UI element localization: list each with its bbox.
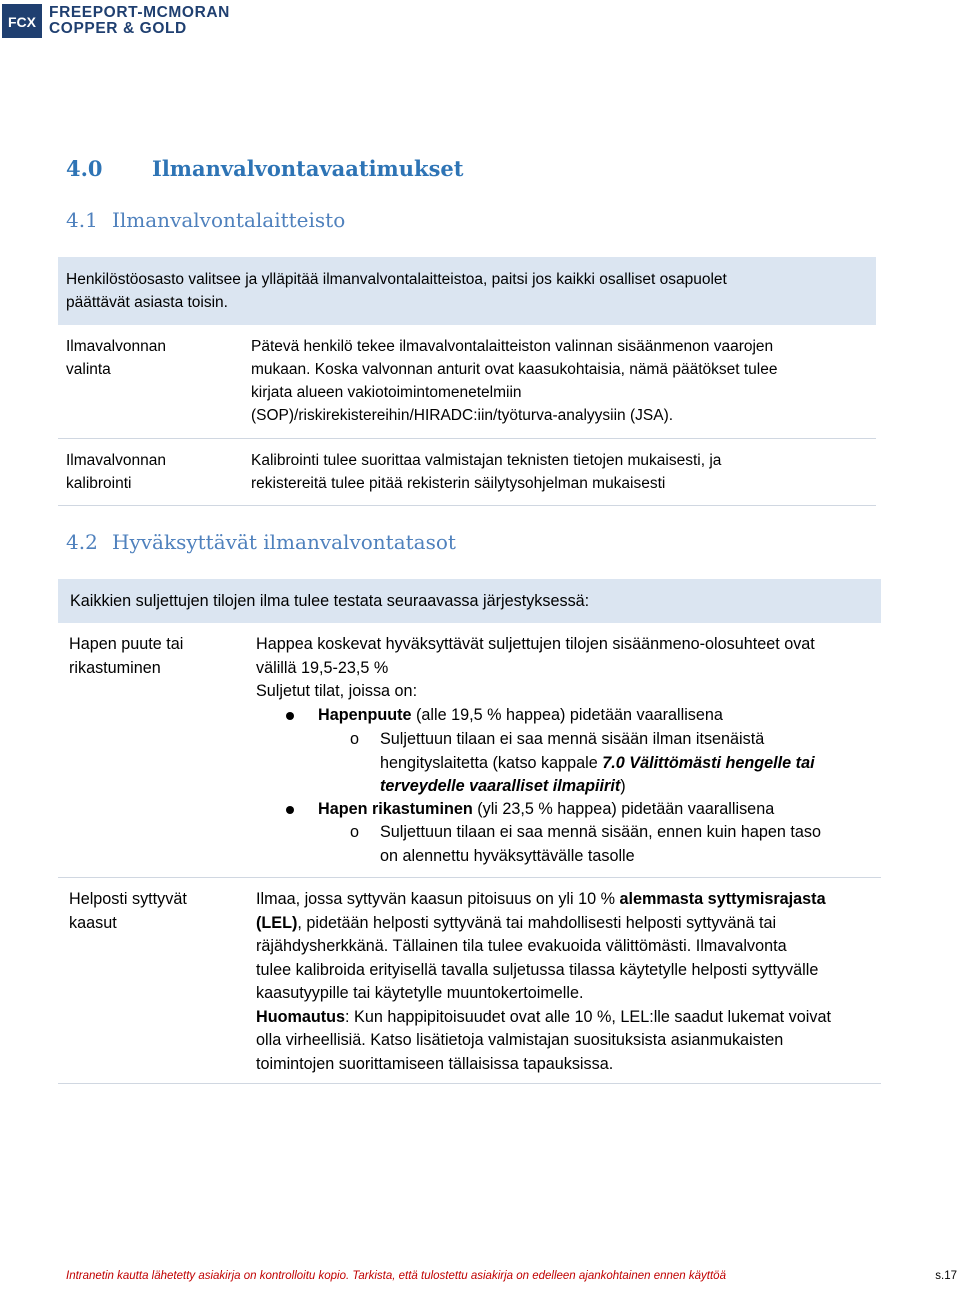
row-divider (58, 505, 876, 506)
company-logo (2, 4, 242, 40)
logo-wordmark (49, 5, 230, 37)
bullet-icon (286, 806, 294, 814)
section-4-1-intro: Henkilöstöosasto valitsee ja ylläpitää ilmanvalvontalaitteistoa, paitsi jos kaikki osalliset osapuolet päättävät asiasta toisin. (66, 271, 727, 311)
heading-title: Ilmanvalvontavaatimukset (152, 156, 464, 181)
row-label-calibration: Ilmavalvonnan kalibrointi (66, 452, 166, 492)
flammable-paragraph: Ilmaa, jossa syttyvän kaasun pitoisuus on yli 10 % alemmasta syttymisrajasta (LEL), pidetään helposti syttyvänä tai mahdollisesti helposti syttyvänä tai räjähdysherkkänä. Tällainen tila tulee evakuoida välittömästi. Ilmavalvonta tulee kalibroida erityisellä tavalla suljetussa tilassa käytetylle helposti syttyvälle kaasutyypille tai käytetylle muuntokertoimelle. Huomautus: Kun happipitoisuudet ovat alle 10 %, LEL:lle saadut lukemat voivat olla virheellisiä. Katso lisätietoja valmistajan suosituksista asianmukaisten toimintojen suorittamiseen tällaisissa tapauksissa. (256, 890, 831, 1073)
sub-bullet-marker: o (350, 730, 360, 748)
section-4-2-intro: Kaikkien suljettujen tilojen ilma tulee testata seuraavassa järjestyksessä: (70, 592, 590, 610)
heading-number: 4.0 (66, 156, 103, 181)
row-divider (58, 438, 876, 439)
logo-line-1: FREEPORT-MCMORAN (49, 4, 230, 21)
logo-line-2: COPPER & GOLD (49, 20, 187, 37)
fcx-logo-icon (2, 4, 42, 38)
heading-number: 4.2 (66, 530, 98, 554)
heading-number: 4.1 (66, 208, 98, 232)
row-label-flammable: Helposti syttyvät kaasut (69, 890, 187, 932)
row-label-oxygen: Hapen puute tai rikastuminen (69, 635, 184, 677)
heading-4-2 (66, 530, 456, 554)
sub-bullet-deficiency: Suljettuun tilaan ei saa mennä sisään ilman itsenäistä hengityslaitetta (katso kappale 7.0 Välittömästi hengelle tai terveydelle vaaralliset ilmapiirit) (380, 730, 815, 795)
heading-4-1 (66, 208, 345, 232)
row-divider (58, 1083, 881, 1084)
row-divider (58, 877, 881, 878)
row-label-selection: Ilmavalvonnan valinta (66, 338, 166, 378)
oxygen-paragraph: Happea koskevat hyväksyttävät suljettujen tilojen sisäänmeno-olosuhteet ovat välillä 19,5-23,5 % Suljetut tilat, joissa on: (256, 635, 815, 700)
bullet-icon (286, 712, 294, 720)
section-reference: terveydelle vaaralliset ilmapiirit (380, 777, 621, 795)
bullet-oxygen-deficiency: Hapenpuute (alle 19,5 % happea) pidetään vaarallisena (318, 706, 723, 724)
heading-title: Ilmanvalvontalaitteisto (112, 208, 346, 232)
row-text-selection: Pätevä henkilö tekee ilmavalvontalaitteiston valinnan sisäänmenon vaarojen mukaan. Koska valvonnan anturit ovat kaasukohtaisia, nämä päätökset tulee kirjata alueen vakiotoimintomenetelmiin (SOP)/riskirekistereihin/HIRADC:iin/työturva-analyysiin (JSA). (251, 338, 778, 424)
sub-bullet-enrichment: Suljettuun tilaan ei saa mennä sisään, ennen kuin hapen taso on alennettu hyväksyttävälle tasolle (380, 823, 821, 865)
heading-4-0 (66, 156, 463, 181)
page-number: s.17 (935, 1270, 957, 1282)
footer-disclaimer: Intranetin kautta lähetetty asiakirja on kontrolloitu kopio. Tarkista, että tulostettu asiakirja on edelleen ajankohtainen ennen käyttöä (66, 1270, 726, 1282)
svg-text:FCX: FCX (8, 14, 36, 30)
bullet-oxygen-enrichment: Hapen rikastuminen (yli 23,5 % happea) pidetään vaarallisena (318, 800, 775, 818)
row-text-calibration: Kalibrointi tulee suorittaa valmistajan teknisten tietojen mukaisesti, ja rekistereitä tulee pitää rekisterin säilytysohjelman mukaisesti (251, 452, 722, 492)
heading-title: Hyväksyttävät ilmanvalvontatasot (112, 530, 456, 554)
sub-bullet-marker: o (350, 823, 360, 841)
section-reference: 7.0 Välittömästi hengelle tai (602, 753, 815, 772)
